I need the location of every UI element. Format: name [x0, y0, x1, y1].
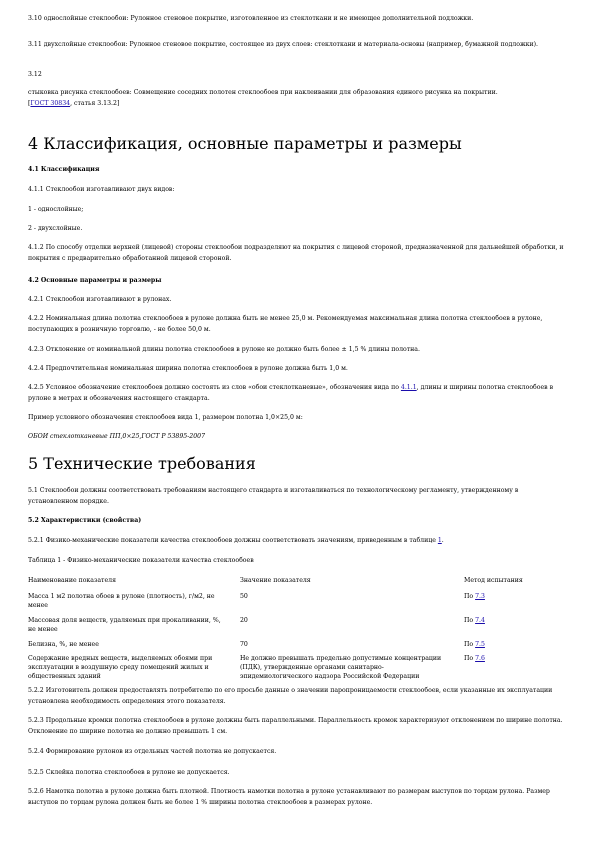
- clause-4-2: 4.2 Основные параметры и размеры: [28, 277, 162, 284]
- table-header-value: Значение показателя: [240, 577, 311, 584]
- clause-5-2-5: 5.2.5 Склейка полотна стеклообоев в рулоне не допускается.: [28, 769, 230, 776]
- table-header-name: Наименование показателя: [28, 577, 116, 584]
- method-link-7-5[interactable]: 7.5: [475, 641, 485, 648]
- table-header-method: Метод испытания: [464, 577, 523, 584]
- table-cell-name: Массовая доля веществ, удаляемых при прокаливании, %, не менее: [28, 617, 221, 633]
- bracket-open: [: [28, 99, 31, 107]
- clause-5-2-4: 5.2.4 Формирование рулонов из отдельных частей полотна не допускается.: [28, 748, 277, 755]
- table-cell-value: 50: [240, 593, 248, 600]
- clause-4-1-2: 4.1.2 По способу отделки верхней (лицевой) стороны стеклообои подразделяют на покрытия с лицевой стороной, предназначенной для дальнейшей обработки, и покрытия с предварительно обработанной лицевой стороной.: [28, 244, 564, 262]
- list-item-type-1: 1 - однослойные;: [28, 206, 84, 213]
- clause-4-2-4: 4.2.4 Предпочтительная номинальная ширина полотна стеклообоев в рулоне должна быть 1,0 м.: [28, 365, 348, 372]
- table-cell-name: Белизна, %, не менее: [28, 641, 99, 648]
- clause-4-2-2: 4.2.2 Номинальная длина полотна стеклообоев в рулоне должна быть не менее 25,0 м. Рекомендуемая максимальная длина полотна стеклообоев в рулоне, поступающих в розничную торговлю, - не более 50,0 м.: [28, 315, 543, 333]
- designation-example: Пример условного обозначения стеклообоев вида 1, размером полотна 1,0×25,0 м:: [28, 414, 303, 421]
- table-1-link[interactable]: 1: [437, 537, 442, 544]
- method-prefix: По: [464, 655, 476, 662]
- table-cell-method: [464, 654, 564, 663]
- clause-5-2-6: 5.2.6 Намотка полотна в рулоне должна быть плотной. Плотность намотки полотна в рулоне устанавливают по размерам выступов по торцам рулона. Размер выступов по торцам рулона должен быть не более 1 % ширины полотна стеклообоев в размерах рулоне.: [28, 788, 550, 806]
- method-prefix: По: [464, 617, 476, 624]
- clause-4-1-1: 4.1.1 Стеклообои изготавливают двух видов:: [28, 186, 175, 193]
- clause-4-1-1-link[interactable]: 4.1.1: [400, 384, 417, 391]
- clause-3-12-definition: стыковка рисунка стеклообоев: Совмещение соседних полотен стеклообоев при наклеивании для образования единого рисунка на покрытии.: [28, 89, 498, 96]
- table-row: [28, 616, 568, 638]
- clause-3-12-number: 3.12: [28, 71, 42, 78]
- table-cell-value: 70: [240, 641, 248, 648]
- table-cell-name: Содержание вредных веществ, выделяемых обоями при эксплуатации в воздушную среду помещений жилых и общественных зданий: [28, 655, 213, 680]
- table-cell-name: Масса 1 м2 полотна обоев в рулоне (плотность), г/м2, не менее: [28, 593, 215, 609]
- table-row: [28, 592, 568, 614]
- table-cell-method: [464, 616, 564, 625]
- properties-table: [28, 576, 568, 684]
- clause-3-11: 3.11 двухслойные стеклообои: Рулонное стеновое покрытие, состоящее из двух слоев: стеклоткани и материала-основы (например, бумажной подложки).: [28, 41, 539, 48]
- table-cell-value: 20: [240, 617, 248, 624]
- method-link-7-3[interactable]: 7.3: [475, 593, 485, 600]
- table-cell-method: [464, 592, 564, 601]
- table-cell-value: Не должно превышать предельно допустимые концентрации (ПДК), утвержденные органами санитарно-эпидемиологического надзора Российской Федерации: [240, 655, 442, 680]
- clause-3-10: 3.10 однослойные стеклообои: Рулонное стеновое покрытие, изготовленное из стеклоткани и не имеющее дополнительной подложки.: [28, 15, 474, 22]
- method-link-7-6[interactable]: 7.6: [475, 655, 485, 662]
- table-caption: Таблица 1 - Физико-механические показатели качества стеклообоев: [28, 557, 254, 564]
- clause-4-2-5: [28, 383, 568, 404]
- clause-5-1: 5.1 Стеклообои должны соответствовать требованиям настоящего стандарта и изготавливаться по технологическому регламенту, утвержденному в установленном порядке.: [28, 487, 519, 505]
- clause-5-2-1-text-b: .: [441, 537, 444, 544]
- table-row: [28, 640, 568, 652]
- clause-4-1: 4.1 Классификация: [28, 166, 100, 173]
- reference-article: , статья 3.13.2]: [70, 99, 120, 107]
- clause-4-2-3: 4.2.3 Отклонение от номинальной длины полотна стеклообоев в рулоне не должно быть более ± 1,5 % длины полотна.: [28, 346, 420, 353]
- section-4-heading: 4 Классификация, основные параметры и размеры: [28, 134, 462, 153]
- clause-4-2-5-text-b: , длины и ширины полотна стеклообоев в рулоне в метрах и обозначения настоящего стандарта.: [28, 384, 554, 402]
- method-link-7-4[interactable]: 7.4: [475, 617, 485, 624]
- designation-example-code: ОБОИ стеклотканевые ПП,0×25,ГОСТ Р 53895-2007: [28, 433, 206, 440]
- method-prefix: По: [464, 593, 476, 600]
- list-item-type-2: 2 - двухслойные.: [28, 225, 83, 232]
- clause-5-2-3: 5.2.3 Продольные кромки полотна стеклообоев в рулоне должны быть параллельными. Параллельность кромок характеризуют отклонением по ширине полотна. Отклонение по ширине полотна не должно превышать 1 см.: [28, 717, 563, 735]
- clause-5-2-1-text-a: 5.2.1 Физико-механические показатели качества стеклообоев должны соответствовать значениям, приведенным в таблице: [28, 537, 438, 544]
- section-5-heading: 5 Технические требования: [28, 454, 256, 473]
- method-prefix: По: [464, 641, 476, 648]
- table-row: [28, 654, 568, 684]
- table-cell-method: [464, 640, 564, 649]
- clause-5-2: 5.2 Характеристики (свойства): [28, 517, 142, 524]
- gost-30834-link[interactable]: ГОСТ 30834: [30, 99, 71, 107]
- table-header-row: [28, 576, 568, 590]
- clause-5-2-1: [28, 536, 568, 547]
- clause-3-12-text: [28, 88, 568, 109]
- clause-4-2-5-text-a: 4.2.5 Условное обозначение стеклообоев должно состоять из слов «обои стеклотканевые», обозначения вида по: [28, 384, 401, 391]
- clause-5-2-2: 5.2.2 Изготовитель должен предоставлять потребителю по его просьбе данные о значении паропроницаемости стеклообоев, если указанные их эксплуатации установлена необходимость определения этого показателя.: [28, 687, 553, 705]
- clause-4-2-1: 4.2.1 Стеклообои изготавливают в рулонах.: [28, 296, 172, 303]
